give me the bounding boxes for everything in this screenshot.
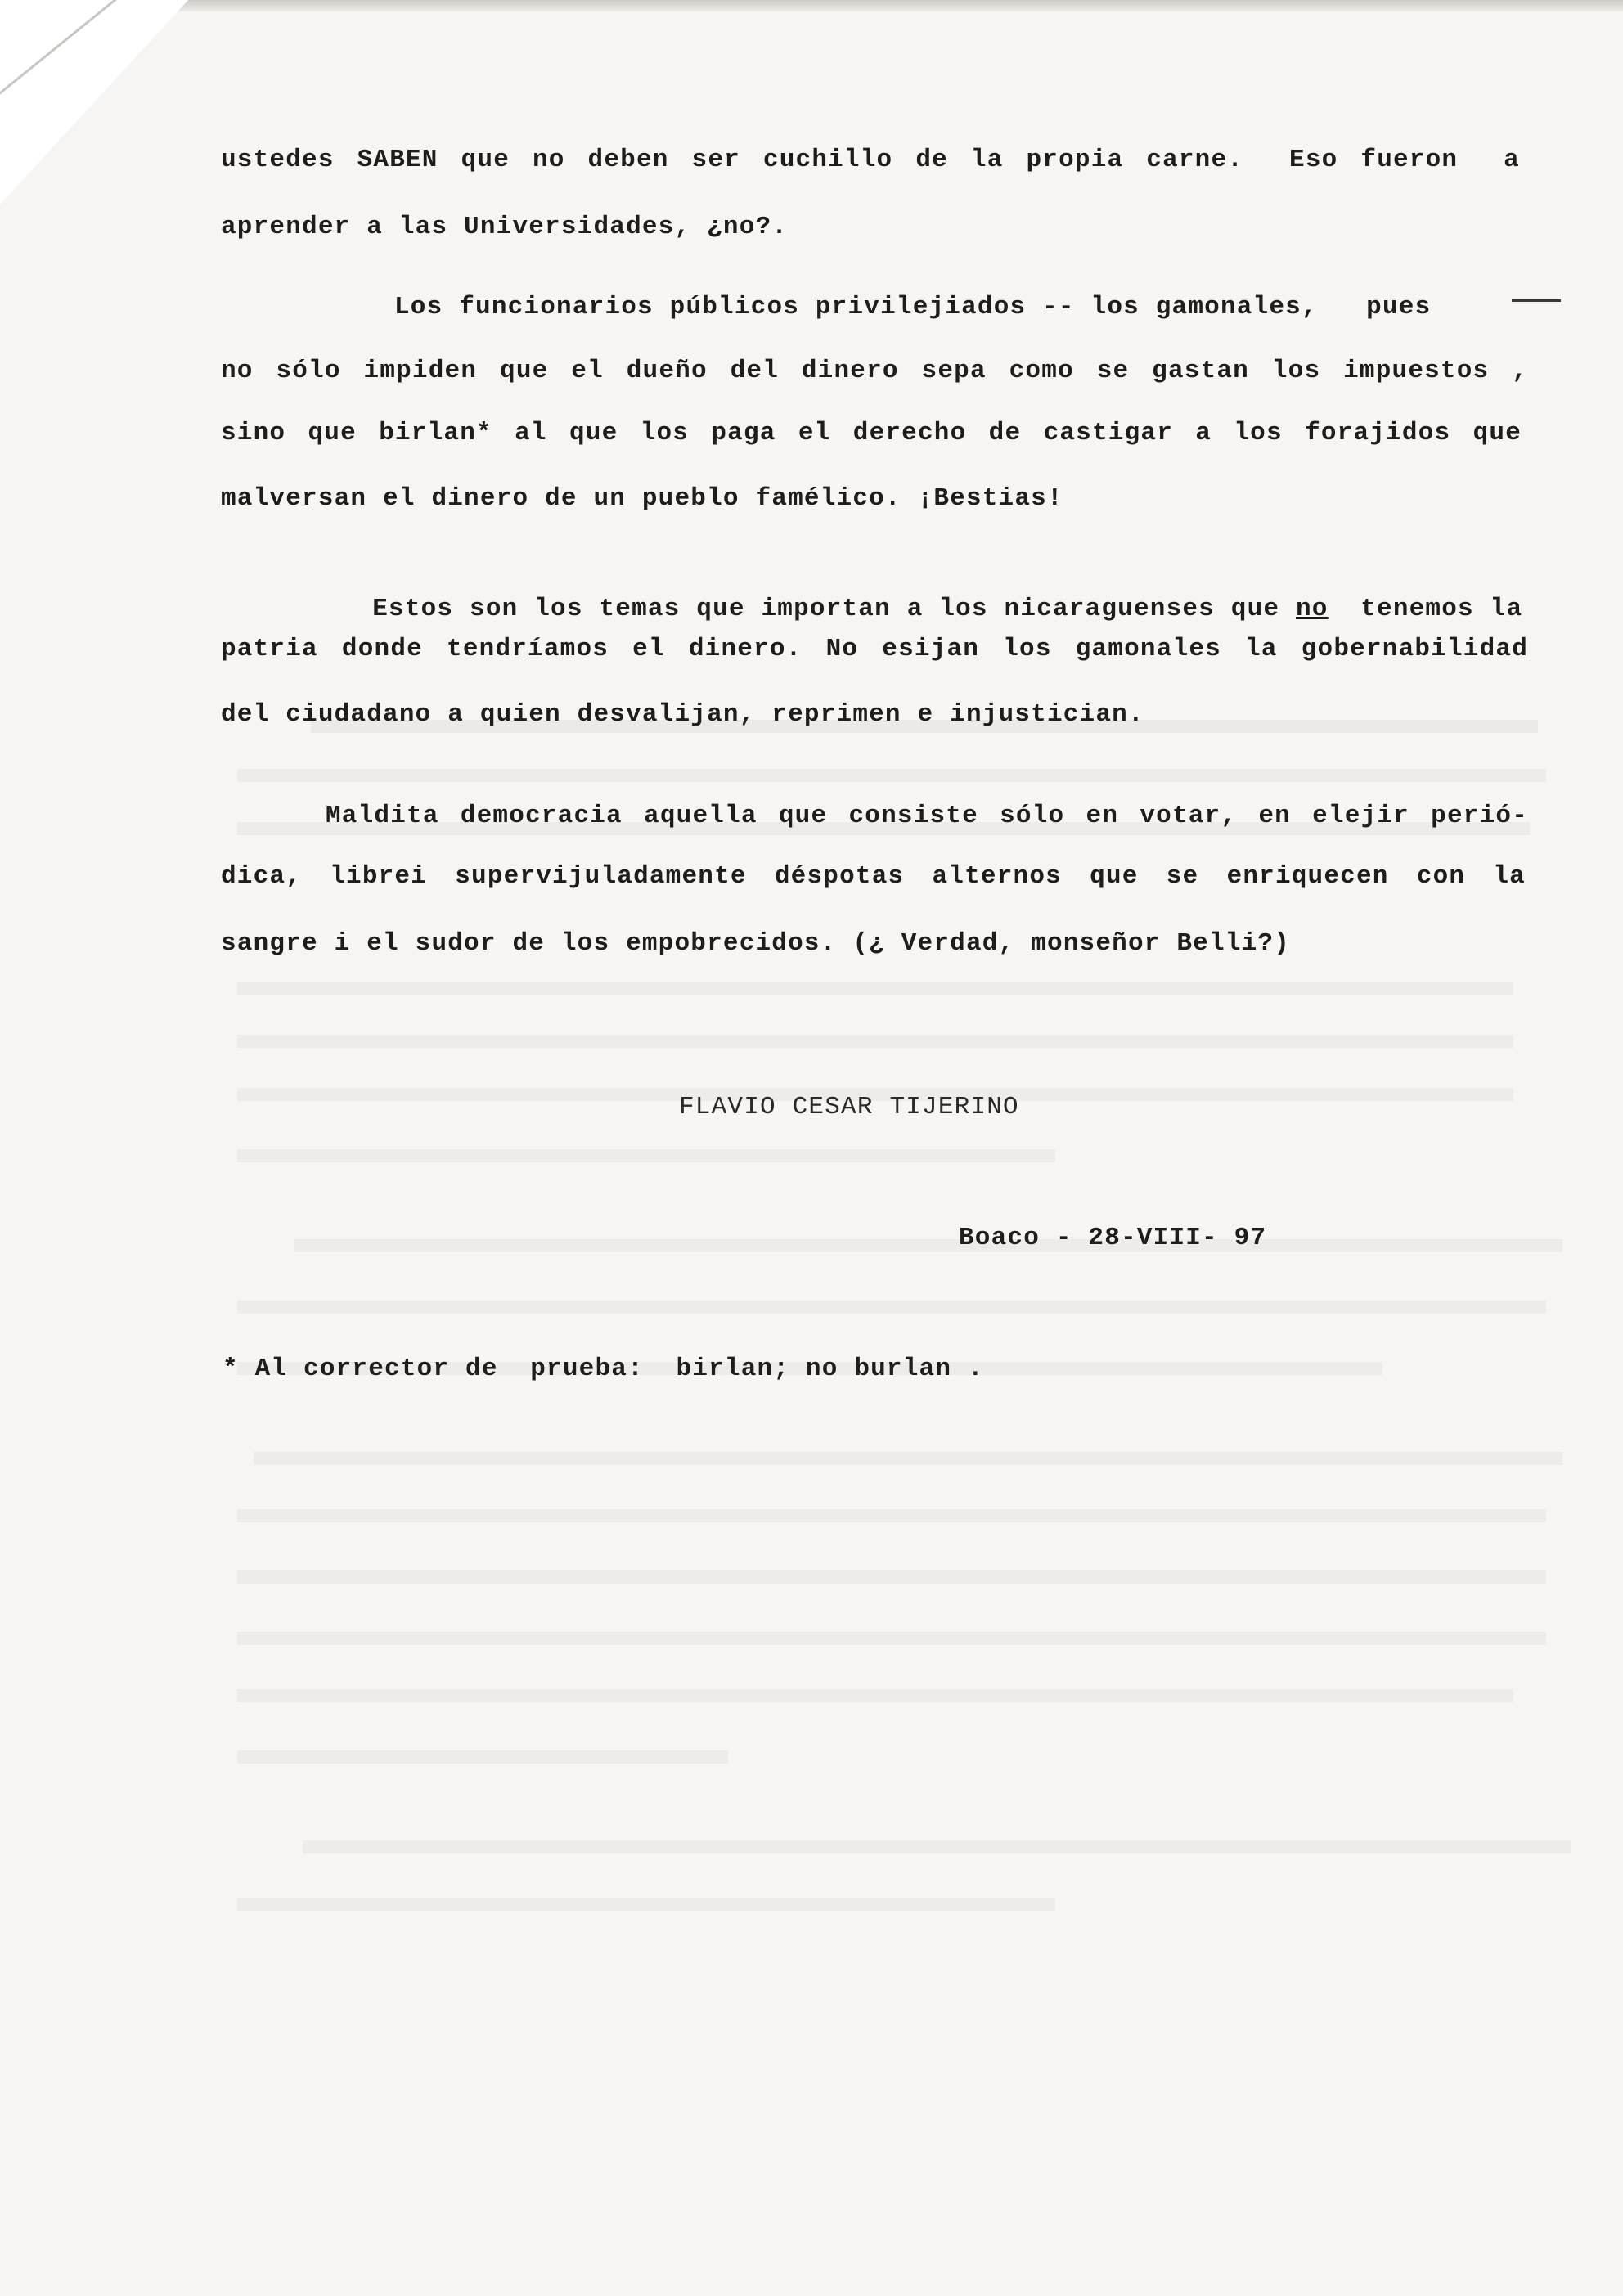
signature: FLAVIO CESAR TIJERINO <box>679 1093 1019 1121</box>
paragraph-1-line-1: ustedes SABEN que no deben ser cuchillo de la propia carne. Eso fueron a <box>221 146 1520 174</box>
paragraph-3-line-3: del ciudadano a quien desvalijan, reprimen e injustician. <box>221 700 1144 729</box>
margin-dash-mark <box>1512 299 1561 302</box>
paragraph-2-line-3: sino que birlan* al que los paga el derecho de castigar a los forajidos que <box>221 419 1522 447</box>
paragraph-4-line-2: dica, librei supervijuladamente déspotas alternos que se enriquecen con la <box>221 862 1526 891</box>
paragraph-4-line-1: Maldita democracia aquella que consiste sólo en votar, en elejir perió- <box>326 802 1528 830</box>
folded-corner <box>0 0 188 204</box>
page-top-edge <box>164 0 1623 11</box>
paragraph-2-line-2: no sólo impiden que el dueño del dinero sepa como se gastan los impuestos , <box>221 357 1528 385</box>
paragraph-3-line-1-end: tenemos la <box>1328 595 1523 623</box>
paragraph-3-line-1-start: Estos son los temas que importan a los nicaraguenses que <box>372 595 1296 623</box>
place-date: Boaco - 28-VIII- 97 <box>959 1224 1267 1252</box>
footnote: * Al corrector de prueba: birlan; no burlan . <box>223 1355 984 1383</box>
paragraph-4-line-3: sangre i el sudor de los empobrecidos. (¿ Verdad, monseñor Belli?) <box>221 929 1290 958</box>
paragraph-2-line-1: Los funcionarios públicos privilejiados -- los gamonales, pues <box>394 293 1432 321</box>
paragraph-1-line-2: aprender a las Universidades, ¿no?. <box>221 213 789 241</box>
paragraph-2-line-4: malversan el dinero de un pueblo famélico. ¡Bestias! <box>221 484 1063 513</box>
underlined-no: no <box>1296 595 1329 623</box>
paragraph-3-line-2: patria donde tendríamos el dinero. No esijan los gamonales la gobernabilidad <box>221 635 1528 663</box>
